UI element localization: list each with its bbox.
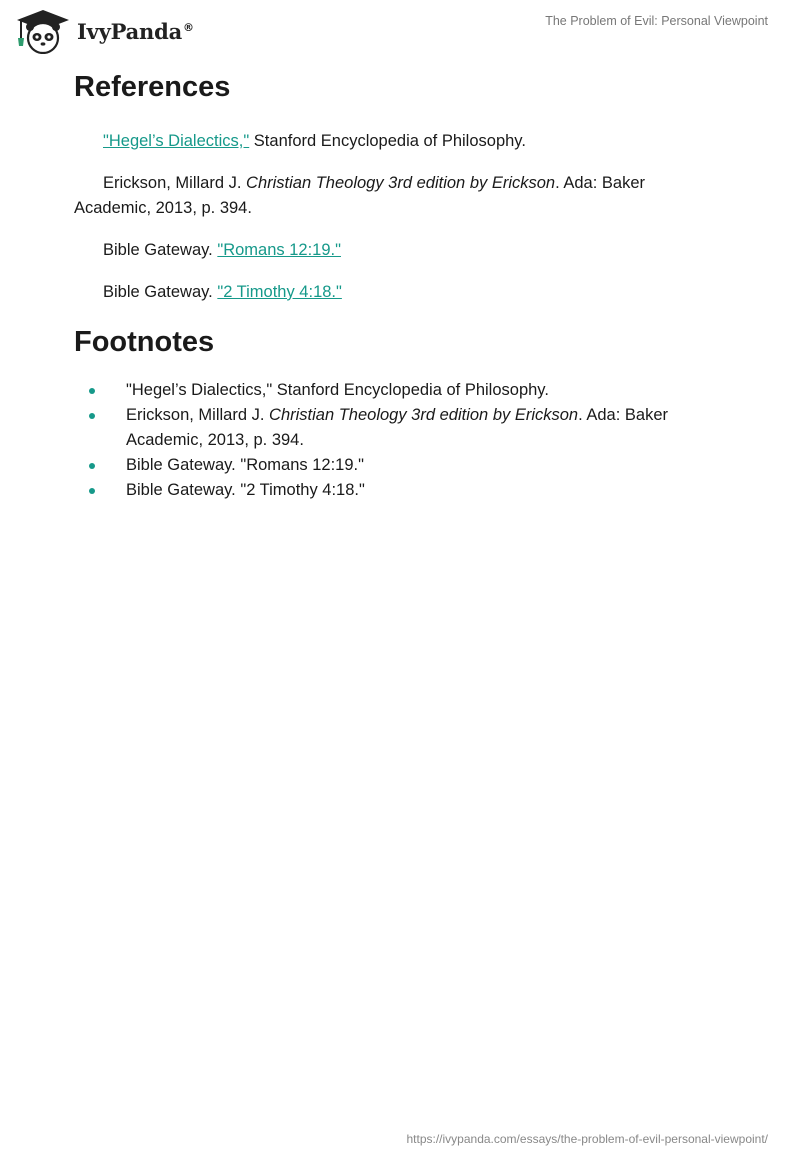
book-title: Christian Theology 3rd edition by Erickson (269, 405, 579, 424)
ivypanda-logo[interactable] (15, 8, 194, 54)
main-content (74, 70, 714, 503)
bullet-icon (89, 388, 95, 394)
references-list (74, 129, 714, 305)
reference-item: Bible Gateway. "2 Timothy 4:18." (103, 282, 342, 301)
references-heading: References (74, 71, 231, 103)
reference-link-hegel[interactable]: "Hegel’s Dialectics," (103, 131, 250, 150)
reference-link-timothy[interactable]: "2 Timothy 4:18." (217, 282, 342, 301)
reference-item: "Hegel’s Dialectics," Stanford Encyclopedia of Philosophy. (103, 131, 526, 150)
footnotes-list (74, 378, 714, 503)
footnotes-heading: Footnotes (74, 325, 215, 358)
reference-item: Erickson, Millard J. Christian Theology 3rd edition by Erickson. Ada: Baker Academic, 2013, p. 394. (74, 173, 645, 217)
bullet-icon (89, 488, 95, 494)
footnote-item: Bible Gateway. "Romans 12:19." (126, 453, 714, 478)
book-title: Christian Theology 3rd edition by Erickson (246, 173, 556, 192)
footnote-item: Erickson, Millard J. Christian Theology 3rd edition by Erickson. Ada: Baker Academic, 2013, p. 394. (126, 403, 714, 453)
reference-link-romans[interactable]: "Romans 12:19." (217, 240, 341, 259)
bullet-icon (89, 413, 95, 419)
logo-wordmark: IvyPanda® (77, 18, 194, 44)
panda-graduate-icon (15, 8, 71, 54)
footer-url: https://ivypanda.com/essays/the-problem-of-evil-personal-viewpoint/ (406, 1132, 768, 1146)
registered-mark: ® (183, 20, 194, 34)
bullet-icon (89, 463, 95, 469)
footnote-item: "Hegel’s Dialectics," Stanford Encyclopedia of Philosophy. (126, 378, 714, 403)
footnote-item: Bible Gateway. "2 Timothy 4:18." (126, 478, 714, 503)
document-title: The Problem of Evil: Personal Viewpoint (545, 14, 768, 28)
reference-item: Bible Gateway. "Romans 12:19." (103, 240, 341, 259)
